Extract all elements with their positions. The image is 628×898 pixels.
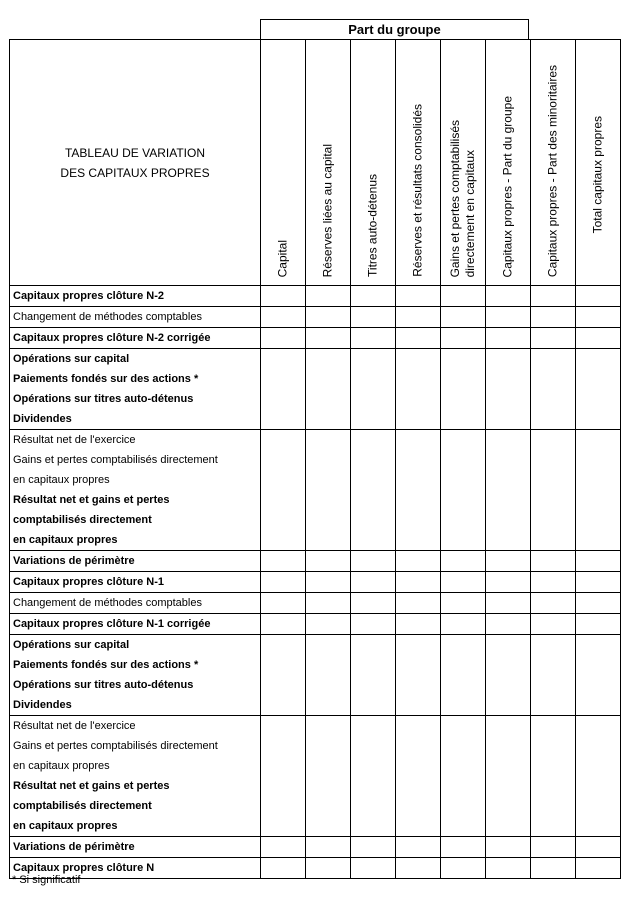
value-cell [576,858,621,879]
value-cell [486,858,531,879]
value-cell [576,614,621,635]
value-cell [351,328,396,349]
row-label-line: Capitaux propres clôture N-2 [13,290,164,302]
table-row [10,858,621,879]
row-label-line: Gains et pertes comptabilisés directement [13,454,218,466]
row-label-line: en capitaux propres [13,760,110,772]
value-cell [486,307,531,328]
value-cell [306,307,351,328]
value-cell [486,593,531,614]
row-label-line: Capitaux propres clôture N [13,862,155,874]
table-title: TABLEAU DE VARIATION DES CAPITAUX PROPRES [10,40,261,286]
value-cell [441,551,486,572]
value-cell [351,307,396,328]
table-row [10,572,621,593]
column-header-capital: Capital [261,40,306,286]
value-cell [486,430,531,551]
value-cell [576,635,621,716]
value-cell [531,858,576,879]
value-cell [441,858,486,879]
value-cell [261,572,306,593]
value-cell [261,551,306,572]
column-header-reserves-capital: Réserves liées au capital [306,40,351,286]
value-cell [261,858,306,879]
row-label-line: Dividendes [13,699,72,711]
value-cell [306,286,351,307]
value-cell [576,286,621,307]
value-cell [576,551,621,572]
value-cell [486,614,531,635]
value-cell [351,716,396,837]
value-cell [576,593,621,614]
equity-variation-table [9,39,621,879]
row-label-line: Opérations sur titres auto-détenus [13,393,194,405]
value-cell [531,286,576,307]
column-header-cp-part-groupe: Capitaux propres - Part du groupe [486,40,531,286]
value-cell [576,837,621,858]
value-cell [306,430,351,551]
value-cell [306,716,351,837]
value-cell [306,328,351,349]
value-cell [306,858,351,879]
column-header-gains-pertes: Gains et pertes comptabilisés directement en capitaux [441,40,486,286]
table-row [10,286,621,307]
group-header-label: Part du groupe [348,22,441,37]
value-cell [261,837,306,858]
table-header-row [10,40,621,286]
row-label [10,837,261,858]
value-cell [351,286,396,307]
row-label-line: Opérations sur titres auto-détenus [13,679,194,691]
value-cell [396,307,441,328]
row-label-line: en capitaux propres [13,474,110,486]
value-cell [396,349,441,430]
row-label-line: Résultat net et gains et pertes [13,780,170,792]
row-label-line: comptabilisés directement [13,800,152,812]
value-cell [396,328,441,349]
value-cell [351,837,396,858]
value-cell [486,349,531,430]
value-cell [486,551,531,572]
table-row [10,614,621,635]
column-header-cp-minoritaires: Capitaux propres - Part des minoritaires [531,40,576,286]
value-cell [396,837,441,858]
value-cell [441,716,486,837]
row-label-line: Changement de méthodes comptables [13,311,202,323]
value-cell [531,328,576,349]
value-cell [351,551,396,572]
row-label-line: Opérations sur capital [13,639,130,651]
row-label-line: Variations de périmètre [13,555,135,567]
value-cell [531,593,576,614]
row-label-line: en capitaux propres [13,820,118,832]
table-row [10,328,621,349]
value-cell [576,716,621,837]
row-label-line: Capitaux propres clôture N-1 [13,576,164,588]
row-label-line: Dividendes [13,413,72,425]
column-header-titres-auto-detenus: Titres auto-détenus [351,40,396,286]
value-cell [261,593,306,614]
value-cell [441,286,486,307]
value-cell [306,593,351,614]
value-cell [351,593,396,614]
value-cell [396,593,441,614]
row-label-line: comptabilisés directement [13,514,152,526]
table-row [10,716,621,837]
value-cell [306,614,351,635]
value-cell [351,614,396,635]
value-cell [351,858,396,879]
value-cell [441,328,486,349]
column-header-reserves-resultats: Réserves et résultats consolidés [396,40,441,286]
row-label-line: Variations de périmètre [13,841,135,853]
row-label [10,307,261,328]
row-label-line: Capitaux propres clôture N-2 corrigée [13,332,211,344]
table-row [10,430,621,551]
table-body [10,286,621,879]
value-cell [261,635,306,716]
row-label [10,430,261,551]
value-cell [396,716,441,837]
value-cell [441,593,486,614]
row-label [10,635,261,716]
value-cell [531,572,576,593]
value-cell [486,328,531,349]
value-cell [396,635,441,716]
row-label-line: Opérations sur capital [13,353,130,365]
value-cell [351,349,396,430]
row-label-line: Changement de méthodes comptables [13,597,202,609]
row-label-line: Capitaux propres clôture N-1 corrigée [13,618,211,630]
row-label-line: Paiements fondés sur des actions * [13,373,199,385]
value-cell [306,635,351,716]
value-cell [576,430,621,551]
value-cell [441,837,486,858]
value-cell [531,551,576,572]
value-cell [261,430,306,551]
table-row [10,635,621,716]
column-header-total: Total capitaux propres [576,40,621,286]
value-cell [396,614,441,635]
value-cell [396,572,441,593]
row-label [10,614,261,635]
value-cell [441,614,486,635]
value-cell [531,349,576,430]
value-cell [306,349,351,430]
value-cell [441,349,486,430]
value-cell [441,430,486,551]
value-cell [261,349,306,430]
value-cell [306,572,351,593]
table-row [10,837,621,858]
row-label [10,572,261,593]
value-cell [261,328,306,349]
value-cell [351,430,396,551]
row-label-line: Résultat net de l'exercice [13,720,136,732]
value-cell [351,572,396,593]
value-cell [306,551,351,572]
value-cell [576,328,621,349]
value-cell [576,349,621,430]
table-row [10,593,621,614]
row-label [10,551,261,572]
value-cell [531,430,576,551]
row-label [10,349,261,430]
value-cell [351,635,396,716]
row-label [10,328,261,349]
value-cell [441,635,486,716]
row-label-line: en capitaux propres [13,534,118,546]
value-cell [486,286,531,307]
value-cell [486,837,531,858]
value-cell [531,837,576,858]
row-label-line: Gains et pertes comptabilisés directement [13,740,218,752]
value-cell [396,551,441,572]
value-cell [486,635,531,716]
value-cell [396,430,441,551]
table-row [10,349,621,430]
row-label [10,716,261,837]
group-header [260,19,529,39]
value-cell [261,307,306,328]
row-label [10,286,261,307]
value-cell [531,716,576,837]
value-cell [261,716,306,837]
value-cell [576,572,621,593]
value-cell [261,286,306,307]
value-cell [306,837,351,858]
value-cell [441,307,486,328]
value-cell [396,286,441,307]
value-cell [486,572,531,593]
row-label [10,593,261,614]
value-cell [531,635,576,716]
table-row [10,551,621,572]
value-cell [531,307,576,328]
value-cell [261,614,306,635]
value-cell [486,716,531,837]
table-row [10,307,621,328]
footnote: * Si significatif [12,874,81,886]
row-label-line: Paiements fondés sur des actions * [13,659,199,671]
value-cell [396,858,441,879]
row-label-line: Résultat net et gains et pertes [13,494,170,506]
value-cell [441,572,486,593]
value-cell [531,614,576,635]
row-label-line: Résultat net de l'exercice [13,434,136,446]
value-cell [576,307,621,328]
